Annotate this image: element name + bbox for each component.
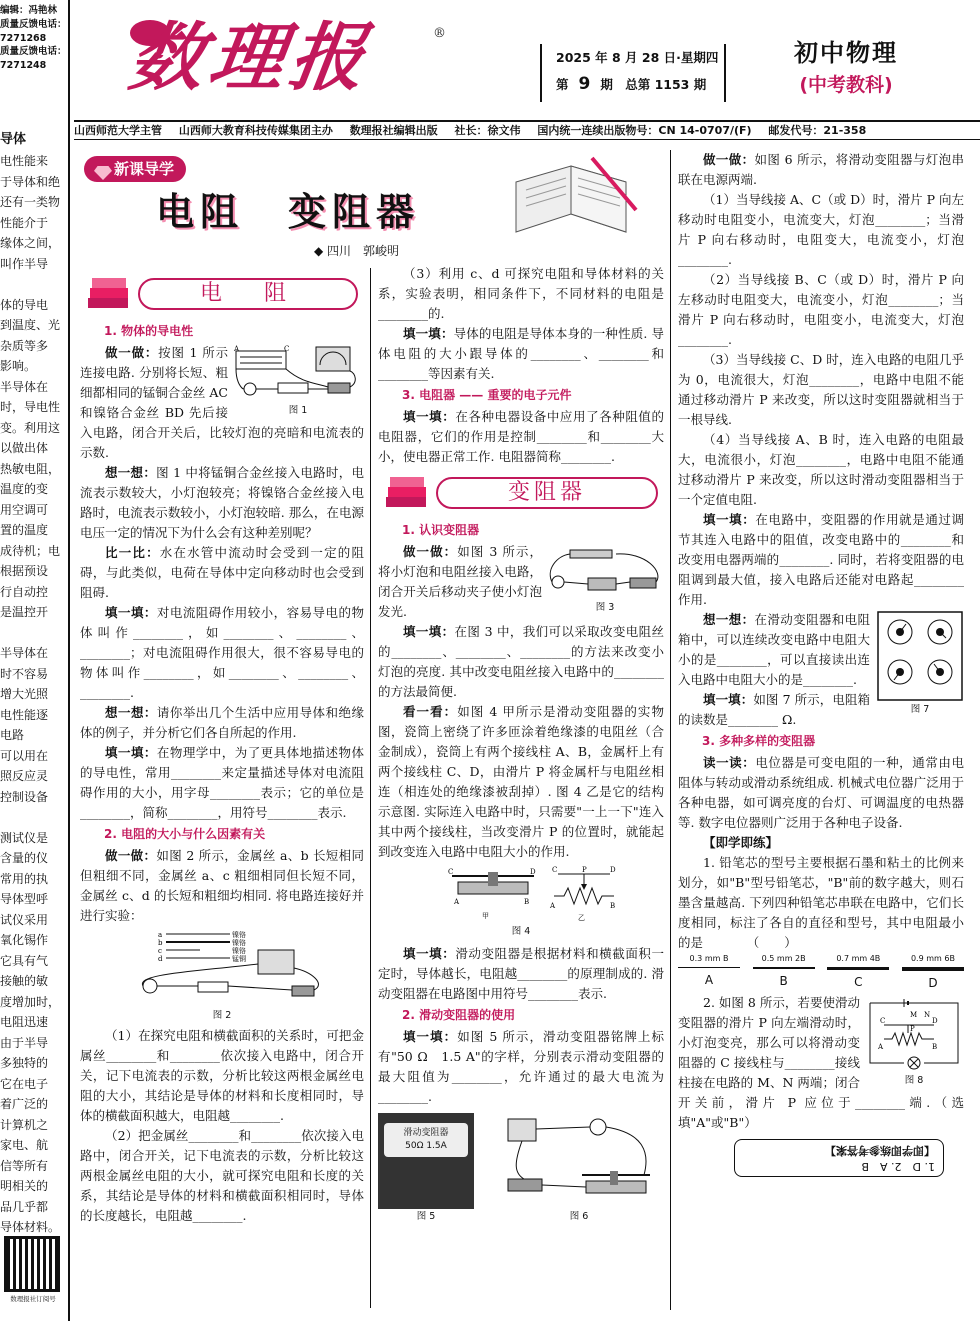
paragraph <box>378 407 664 467</box>
subheading: 1. 物体的导电性 <box>104 324 194 338</box>
qr-label: 数理报社订阅号 <box>10 1295 56 1303</box>
paragraph-text: 请你举出几个生活中应用导体和绝缘体的例子，并分析它们各自所起的作用. <box>80 705 364 741</box>
svg-text:B: B <box>932 1043 938 1052</box>
figure-6 <box>494 1113 664 1224</box>
strip-line: 电路 <box>0 728 25 742</box>
paragraph <box>378 702 664 862</box>
svg-text:d: d <box>158 955 163 964</box>
paragraph-text: 在各种电器设备中应用了各种阻值的电阻器，它们的作用是控制________和________大小，使电器正常工作. 电阻器简称________. <box>378 409 664 465</box>
strip-line: 半导体在 <box>0 379 49 394</box>
resistance-box-diagram <box>876 610 964 702</box>
choice-spec: 0.5 mm 2B <box>761 954 806 964</box>
strip-line: 到温度、光 <box>0 318 61 332</box>
column-tag-label: 新课导学 <box>114 160 175 178</box>
editor-line: 7271268 <box>0 32 47 44</box>
section-title: 电 阻 <box>138 278 358 310</box>
svg-text:c: c <box>158 947 162 956</box>
subheading: 3. 多种多样的变阻器 <box>702 734 816 748</box>
svg-text:C: C <box>880 1017 886 1026</box>
paragraph <box>678 753 964 833</box>
paragraph-text: 电位器是可变电阻的一种，通常由电阻体与转动或滑动系统组成. 机械式电位器广泛用于各种电器，如可调亮度的台灯、可调温度的电热器等. 数字电位器则广泛用于各种电子设备. <box>678 755 964 831</box>
paragraph <box>80 543 364 603</box>
nameplate-value: 50Ω 1.5A <box>405 1140 447 1151</box>
paragraph <box>378 622 664 702</box>
figure-caption: 图 4 <box>511 926 531 938</box>
wire-circuit-diagram <box>80 928 364 1008</box>
paragraph <box>80 463 364 543</box>
paragraph-label: 想一想： <box>105 465 157 481</box>
section-header-rheostat <box>378 471 664 515</box>
strip-line: 时，导电性 <box>0 400 61 414</box>
paragraph: （4）当导线接 A、B 时，连入电路的电阻最大，电流很小，灯泡________，电路中电阻不能通过移动滑片 P 来改变，所以这时滑动变阻器相当于一个定值电阻. <box>678 432 964 507</box>
paragraph-text: 如图 2 所示，金属丝 a、b 长短相同但粗细不同，金属丝 a、c 粗细相同但长短不同，金属丝 c、d 的长短和粗细均相同. 将电路连接好并进行实验： <box>80 848 364 924</box>
choice-item[interactable] <box>678 953 740 993</box>
column-1 <box>80 268 364 1226</box>
books-icon <box>384 475 430 511</box>
strip-line: 导体型呼 <box>0 892 49 906</box>
strip-line: 照反应灵 <box>0 769 49 783</box>
registered-mark: ® <box>433 26 446 41</box>
figure-caption: 图 5 <box>416 1210 436 1222</box>
choice-letter: C <box>854 974 863 989</box>
figure-part-label: 乙 <box>578 914 585 923</box>
strip-line: 接触的敏 <box>0 974 49 988</box>
editor-line: 编辑：冯艳林 <box>0 5 58 16</box>
strip-line: 成待机；电 <box>0 543 61 558</box>
paragraph: （2）把金属丝________和________依次接入电路中，闭合开关，记下电流表的示数，分析比较这两根金属丝电阻的大小，就可探究电阻和长度的关系，其结论是导体的材料和横截面积相同时，导体的长度越长，电阻越________. <box>80 1127 364 1223</box>
paragraph-text: 水在水管中流动时会受到一定的阻碍，与此类似，电荷在导体中定向移动时也会受到阻碍. <box>80 545 364 601</box>
paragraph <box>678 510 964 610</box>
strip-line: 家电、航 <box>0 1138 49 1152</box>
lead-line <box>753 967 815 969</box>
answer-title: 【即学即练参考答案】 <box>825 1144 935 1158</box>
issue-suffix: 期 <box>600 77 613 92</box>
strip-line: 行自动控 <box>0 584 49 599</box>
choice-item[interactable] <box>827 953 889 993</box>
figure-caption: 图 3 <box>595 602 615 614</box>
paragraph-text: 如图 4 甲所示是滑动变阻器的实物图，瓷筒上密绕了许多匝涂着绝缘漆的电阻丝（合金制成），瓷筒上有两个接线柱 A、B，金属杆上有两个接线柱 C、D，由滑片 P 将金属杆与电阻丝相连（相连处的绝缘漆被刮掉）. 图 4 乙是它的结构示意图. 实际连入电路中时，只需要"一上一下"连入其中两个接线柱，当改变滑片 P 的位置时，就能起到改变连入电路中电阻大小的作用. <box>378 704 664 860</box>
strip-line: 控制设备 <box>0 789 49 804</box>
strip-article <box>0 128 66 1238</box>
strip-line: 度增加时， <box>0 994 61 1009</box>
paragraph-label: 填一填： <box>403 945 456 961</box>
open-book-icon <box>496 152 646 238</box>
strip-line <box>0 623 66 644</box>
paragraph-label: 填一填： <box>403 409 456 425</box>
svg-text:C: C <box>284 345 290 354</box>
paragraph-text: 如图 5 所示，滑动变阻器铭牌上标有"50 Ω 1.5 A"的字样，分别表示滑动变阻器的最大阻值为________，允许通过的最大电流为________. <box>378 1028 664 1104</box>
editor-info <box>0 4 72 73</box>
paragraph-label: 填一填： <box>403 1028 458 1044</box>
strip-line: 信等所有 <box>0 1158 49 1173</box>
strip-line: 着广泛的 <box>0 1097 49 1111</box>
info-item: 山西师范大学主管 <box>74 124 162 137</box>
svg-text:A: A <box>878 1043 884 1052</box>
paragraph-text: 对电流阻碍作用较小，容易导电的物体叫作________，如________、________、________；对电流阻碍作用很大，很不容易导电的物体叫作________，如________、________、________. <box>80 605 364 701</box>
paragraph-label: 填一填： <box>703 692 754 707</box>
paragraph <box>378 1027 664 1107</box>
figure-7 <box>876 610 964 717</box>
paragraph <box>80 743 364 823</box>
issue-line <box>556 71 724 98</box>
svg-text:A: A <box>550 902 556 911</box>
circuit-figure-8 <box>864 997 964 1073</box>
paragraph-label: 做一做： <box>403 544 458 560</box>
question-text: 1. 铅笔芯的型号主要根据石墨和粘土的比例来划分，如"B"型号铅笔芯，"B"前的数字越大，则石墨含量越高. 下列四种铅笔芯串联在电路中，它们长度相同，标注了各自的直径和型号，其中电阻最小的是 （ ） <box>678 855 964 951</box>
paragraph-text: 在电路中，变阻器的作用就是通过调节其连入电路中的阻值，改变电路中的________和改变用电器两端的________. 同时，若将变阻器的电阻调到最大值，接入电路后还能对电路起________作用. <box>678 512 964 607</box>
nameplate-title: 滑动变阻器 <box>403 1127 449 1138</box>
strip-line: 试仪采用 <box>0 912 49 927</box>
lead-line <box>827 967 889 970</box>
svg-text:A: A <box>234 345 240 354</box>
svg-text:B: B <box>524 898 530 907</box>
paragraph-label: 比一比： <box>105 545 160 561</box>
strip-line: 半导体在 <box>0 646 49 660</box>
lead-line <box>902 967 964 971</box>
svg-text:N: N <box>924 1011 931 1020</box>
svg-text:M: M <box>910 1011 918 1020</box>
figure-part-label: 甲 <box>482 912 489 921</box>
paragraph <box>80 703 364 743</box>
column-2 <box>378 264 664 1224</box>
strip-line: 含量的仪 <box>0 851 49 865</box>
svg-text:A: A <box>454 898 460 907</box>
section-title: 变阻器 <box>436 477 658 509</box>
books-icon <box>86 276 132 312</box>
strip-line: 常用的执 <box>0 871 49 886</box>
issue-prefix: 第 <box>556 77 569 92</box>
bulb-rheostat-circuit <box>494 1113 664 1209</box>
strip-line: 影响。 <box>0 359 37 373</box>
figure-caption: 图 1 <box>288 405 308 417</box>
paragraph-text: 如图 7 所示，电阻箱的读数是________ Ω. <box>678 692 870 727</box>
rheostat-diagram <box>378 866 664 924</box>
strip-line: 时不容易 <box>0 666 49 681</box>
paragraph-label: 填一填： <box>105 745 157 761</box>
paragraph-label: 填一填： <box>703 512 756 527</box>
bulb-wire-diagram <box>546 542 664 600</box>
strip-line: 导体材料。 <box>0 1220 61 1234</box>
strip-line: 增大光照 <box>0 687 49 701</box>
nameplate-photo <box>378 1113 474 1209</box>
strip-line: 缘体之间， <box>0 236 61 250</box>
strip-line: 由于半导 <box>0 1035 49 1050</box>
figure-2 <box>80 928 364 1023</box>
qr-code[interactable] <box>4 1236 60 1292</box>
svg-text:C: C <box>448 868 454 877</box>
info-item: 邮发代号：21-358 <box>768 124 867 137</box>
article-banner <box>76 150 662 262</box>
question-text: 2. 如图 8 所示，若要使滑动变阻器的滑片 P 向左端滑动时，小灯泡变亮，那么可以将滑动变阻器的 C 接线柱与________接线柱接在电路的 M、N 两端；闭合开关前，滑片 P 应位于________端.（选填"A"或"B"） <box>678 995 964 1131</box>
paragraph-label: 读一读： <box>703 755 756 771</box>
paragraph-label: 填一填： <box>403 326 454 341</box>
strip-line: 品几乎都 <box>0 1199 49 1214</box>
strip-line: 热敏电阻， <box>0 461 61 476</box>
paragraph: （1）当导线接 A、C（或 D）时，滑片 P 向左移动时电阻变小，电流变大，灯泡________；当滑片 P 向右移动时，电阻变大，电流变小，灯泡________. <box>678 192 964 267</box>
figure-caption: 图 7 <box>910 704 930 715</box>
choice-spec: 0.3 mm B <box>689 954 729 964</box>
paragraph-text: 图 1 中将锰铜合金丝接入电路时，电流表示数较大，小灯泡较亮；将镍铬合金丝接入电路时，电流表示数较小，小灯泡较暗. 那么，在电源电压一定的情况下为什么会有这种差别呢？ <box>80 465 364 541</box>
lead-line <box>678 967 740 968</box>
column-rule <box>670 150 671 1310</box>
strip-line <box>0 807 66 828</box>
figure-caption: 图 2 <box>212 1010 232 1022</box>
paragraph <box>80 846 364 926</box>
paragraph-text: 导体的电阻是导体本身的一种性质. 导体电阻的大小跟导体的________、________和________等因素有关. <box>378 326 664 381</box>
subheading: 1. 认识变阻器 <box>402 523 480 538</box>
paragraph-label: 填一填： <box>403 624 455 640</box>
strip-line: 变。利用这 <box>0 420 61 435</box>
strip-line: 以做出体 <box>0 441 49 455</box>
strip-heading: 导体 <box>0 132 27 147</box>
strip-line: 可以用在 <box>0 748 49 763</box>
choice-letter: B <box>779 973 788 988</box>
strip-line: 电性能来 <box>0 154 49 168</box>
svg-text:b: b <box>158 939 163 948</box>
paragraph <box>80 603 364 703</box>
svg-text:D: D <box>932 1017 938 1026</box>
paragraph-label: 想一想： <box>703 612 755 627</box>
subheading: 2. 滑动变阻器的使用 <box>402 1007 516 1022</box>
svg-text:P: P <box>910 1025 915 1034</box>
strip-line: 氧化锡作 <box>0 933 49 947</box>
issue-date: 2025 年 8 月 28 日·星期四 <box>556 50 719 65</box>
article-title: 电阻 变阻器 <box>156 190 421 234</box>
strip-line: 温度的变 <box>0 482 49 496</box>
figure-3 <box>546 542 664 615</box>
svg-text:C: C <box>552 866 558 875</box>
paragraph-text: 在物理学中，为了更具体地描述物体的导电性，常用________来定量描述导体对电流阻碍作用的大小，用字母________表示；它的单位是________，简称________，用符号________表示. <box>80 745 364 821</box>
strip-line: 根据预设 <box>0 564 49 578</box>
column-tag <box>84 156 186 182</box>
figures-5-6 <box>378 1113 664 1224</box>
strip-line: 于导体和绝 <box>0 174 61 189</box>
info-item: 山西师大教育科技传媒集团主办 <box>178 124 333 137</box>
paragraph <box>678 150 964 190</box>
paragraph-label: 看一看： <box>403 704 458 720</box>
choice-list <box>678 953 964 993</box>
figure-caption: 图 6 <box>569 1210 589 1222</box>
strip-line: 是温控开 <box>0 605 49 619</box>
svg-text:D: D <box>530 868 536 877</box>
editor-line: 质量反馈电话： <box>0 46 67 58</box>
strip-line: 置的温度 <box>0 523 49 537</box>
subject-box <box>746 34 946 98</box>
wire-label: 锰铜 <box>232 955 246 964</box>
paragraph: （3）当导线接 C、D 时，连入电路的电阻几乎为 0，电流很大，灯泡________，电路中电阻不能通过移动滑片 P 来改变，所以这时变阻器就相当于一根导线. <box>678 352 964 427</box>
svg-text:D: D <box>610 866 616 875</box>
strip-line: 杂质等多 <box>0 338 49 353</box>
practice-heading: 【即学即练】 <box>703 835 779 851</box>
strip-line: 计算机之 <box>0 1117 49 1132</box>
column-rule <box>370 268 371 1308</box>
newspaper-logo <box>123 10 446 106</box>
subject-subtitle: (中考教科) <box>799 74 893 96</box>
subject-title: 初中物理 <box>794 39 898 67</box>
strip-line: 电性能逐 <box>0 707 49 722</box>
strip-line: 性能介于 <box>0 215 49 230</box>
total-issue: 总第 1153 期 <box>625 77 707 92</box>
paragraph-text: 滑动变阻器是根据材料和横截面积一定时，导体越长，电阻越________的原理制成的. 滑动变阻器在电路图中用符号________表示. <box>378 945 664 1001</box>
strip-line: 它在电子 <box>0 1076 49 1091</box>
figure-caption: 图 8 <box>904 1075 924 1087</box>
circuit-diagram <box>232 343 364 403</box>
wire-label: 镍铬 <box>232 931 246 940</box>
paragraph-label: 做一做： <box>703 152 755 167</box>
choice-spec: 0.7 mm 4B <box>836 954 881 964</box>
paragraph-label: 做一做： <box>105 345 159 361</box>
choice-spec: 0.9 mm 6B <box>910 954 955 964</box>
answer-box <box>734 1139 944 1177</box>
choice-letter: D <box>928 975 938 990</box>
paragraph-text: 在滑动变阻器和电阻箱中，可以连续改变电路中电阻大小的是________，可以直接读出连入电路中电阻大小的是________. <box>678 612 870 687</box>
issue-date-box <box>540 44 726 102</box>
column-3 <box>678 150 964 1177</box>
choice-item[interactable] <box>753 953 815 993</box>
subheading: 2. 电阻的大小与什么因素有关 <box>104 827 266 842</box>
choice-letter: A <box>704 972 714 987</box>
logo-text: 数理报 <box>123 15 377 101</box>
paragraph-label: 想一想： <box>105 705 157 721</box>
paragraph-text: 在图 3 中，我们可以采取改变电阻丝的________、________、________的方法来改变小灯泡的亮度. 其中改变电阻丝接入电路中的________的方法最简便. <box>378 624 664 700</box>
info-item: 国内统一连续出版物号：CN 14-0707/(F) <box>537 124 752 137</box>
wire-label: 镍铬 <box>232 947 246 956</box>
strip-line: 电阻迅速 <box>0 1015 49 1029</box>
issue-number: 9 <box>578 74 591 94</box>
section-header-resistance <box>80 272 364 316</box>
paragraph: （3）利用 c、d 可探究电阻和导体材料的关系，实验表明，相同条件下，不同材料的电阻是________的. <box>378 266 664 321</box>
paragraph <box>378 944 664 1004</box>
paragraph <box>378 324 664 384</box>
paragraph-text: 如图 3 所示，将小灯泡和电阻丝接入电路，闭合开关后移动夹子使小灯泡发光. <box>378 544 542 620</box>
gem-icon <box>94 166 112 180</box>
strip-line: 用空调可 <box>0 502 49 517</box>
strip-line: 明相关的 <box>0 1179 49 1193</box>
paragraph-text: 如图 6 所示，将滑动变阻器与灯泡串联在电源两端. <box>678 152 964 187</box>
figure-8 <box>864 997 964 1088</box>
article-author: ◆ 四川 郭峻明 <box>314 244 400 258</box>
choice-item[interactable] <box>902 953 964 993</box>
strip-line: 体的导电 <box>0 297 49 312</box>
strip-line: 测试仪是 <box>0 830 49 845</box>
strip-line: 它具有气 <box>0 953 49 968</box>
info-item: 社长：徐文伟 <box>454 124 521 137</box>
left-sidebar-strip <box>0 0 72 1321</box>
svg-text:P: P <box>582 866 587 875</box>
subheading: 3. 电阻器 —— 重要的电子元件 <box>402 388 572 402</box>
answer-text: 1. D 2. A B <box>861 1160 935 1174</box>
paragraph-label: 做一做： <box>105 848 157 864</box>
strip-divider <box>68 0 70 1321</box>
paragraph-text: 按图 1 所示连接电路. 分别将长短、粗细都相同的锰铜合金丝 AC 和镍铬合金丝 BD 先后接入电路，闭合开关后，比较灯泡的亮暗和电流表的示数. <box>80 345 364 461</box>
svg-text:B: B <box>610 902 616 911</box>
figure-4 <box>378 866 664 939</box>
editor-line: 7271248 <box>0 60 47 72</box>
paragraph: （1）在探究电阻和横截面积的关系时，可把金属丝________和________依次接入电路中，闭合开关，记下电流表的示数，分析比较这两根金属丝电阻的大小，其结论是导体的材料和长度相同时，导体的横截面积越大，电阻越________. <box>80 1027 364 1123</box>
wire-label: 镍铬 <box>232 939 246 948</box>
figure-5 <box>378 1113 474 1224</box>
paragraph: （2）当导线接 B、C（或 D）时，滑片 P 向左移动时电阻变大，电流变小，灯泡________；当滑片 P 向右移动时，电阻变小，电流变大，灯泡________. <box>678 272 964 347</box>
nameplate <box>384 1123 468 1157</box>
publisher-info-bar <box>74 120 980 140</box>
strip-line: 叫作半导 <box>0 256 49 271</box>
strip-line: 还有一类物 <box>0 195 61 209</box>
svg-text:a: a <box>158 931 163 940</box>
figure-1 <box>232 343 364 418</box>
paragraph-label: 填一填： <box>105 605 157 621</box>
editor-line: 质量反馈电话： <box>0 18 67 30</box>
info-item: 数理报社编辑出版 <box>349 124 438 137</box>
strip-line <box>0 274 66 295</box>
strip-line: 多独特的 <box>0 1056 49 1070</box>
